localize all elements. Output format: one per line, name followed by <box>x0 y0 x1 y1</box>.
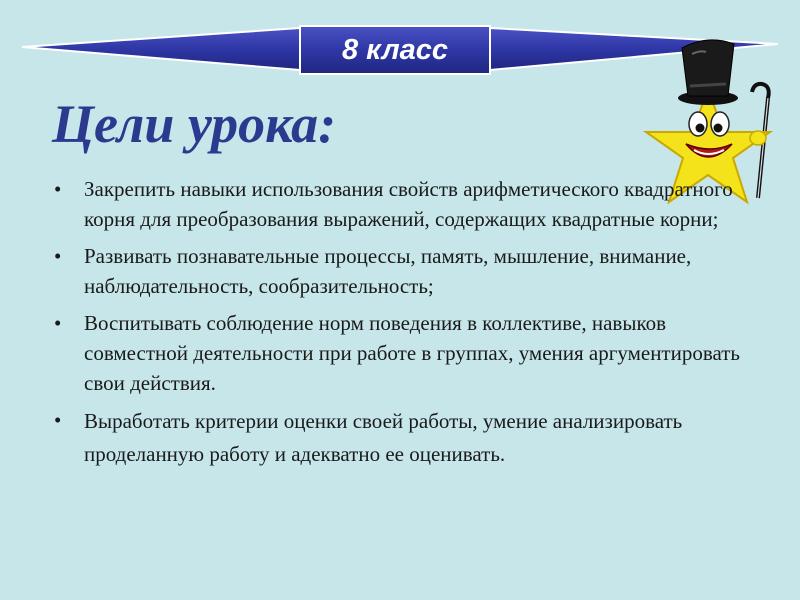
goal-text: Закрепить навыки использования свойств арифметического квадратного корня для преобразования выражений, содержащих квадратные корни; <box>84 177 733 231</box>
list-item <box>52 405 742 471</box>
bullet-icon: • <box>54 311 62 335</box>
goals-list <box>52 174 742 478</box>
goal-text: Развивать познавательные процессы, память, мышление, внимание, наблюдательность, сообразительность; <box>84 244 692 298</box>
goal-text: Выработать критерии оценки своей работы, умение анализировать проделанную работу и адекватно ее оценивать. <box>84 409 683 466</box>
list-item <box>52 174 742 234</box>
page-title: Цели урока: <box>52 94 337 154</box>
bullet-icon: • <box>54 244 62 268</box>
goal-text: Воспитывать соблюдение норм поведения в коллективе, навыков совместной деятельности при работе в группах, умения аргументировать свои действия. <box>84 311 741 395</box>
list-item <box>52 308 742 398</box>
banner-label: 8 класс <box>341 33 449 66</box>
bullet-icon: • <box>54 408 62 432</box>
list-item <box>52 241 742 301</box>
bullet-icon: • <box>54 177 62 201</box>
